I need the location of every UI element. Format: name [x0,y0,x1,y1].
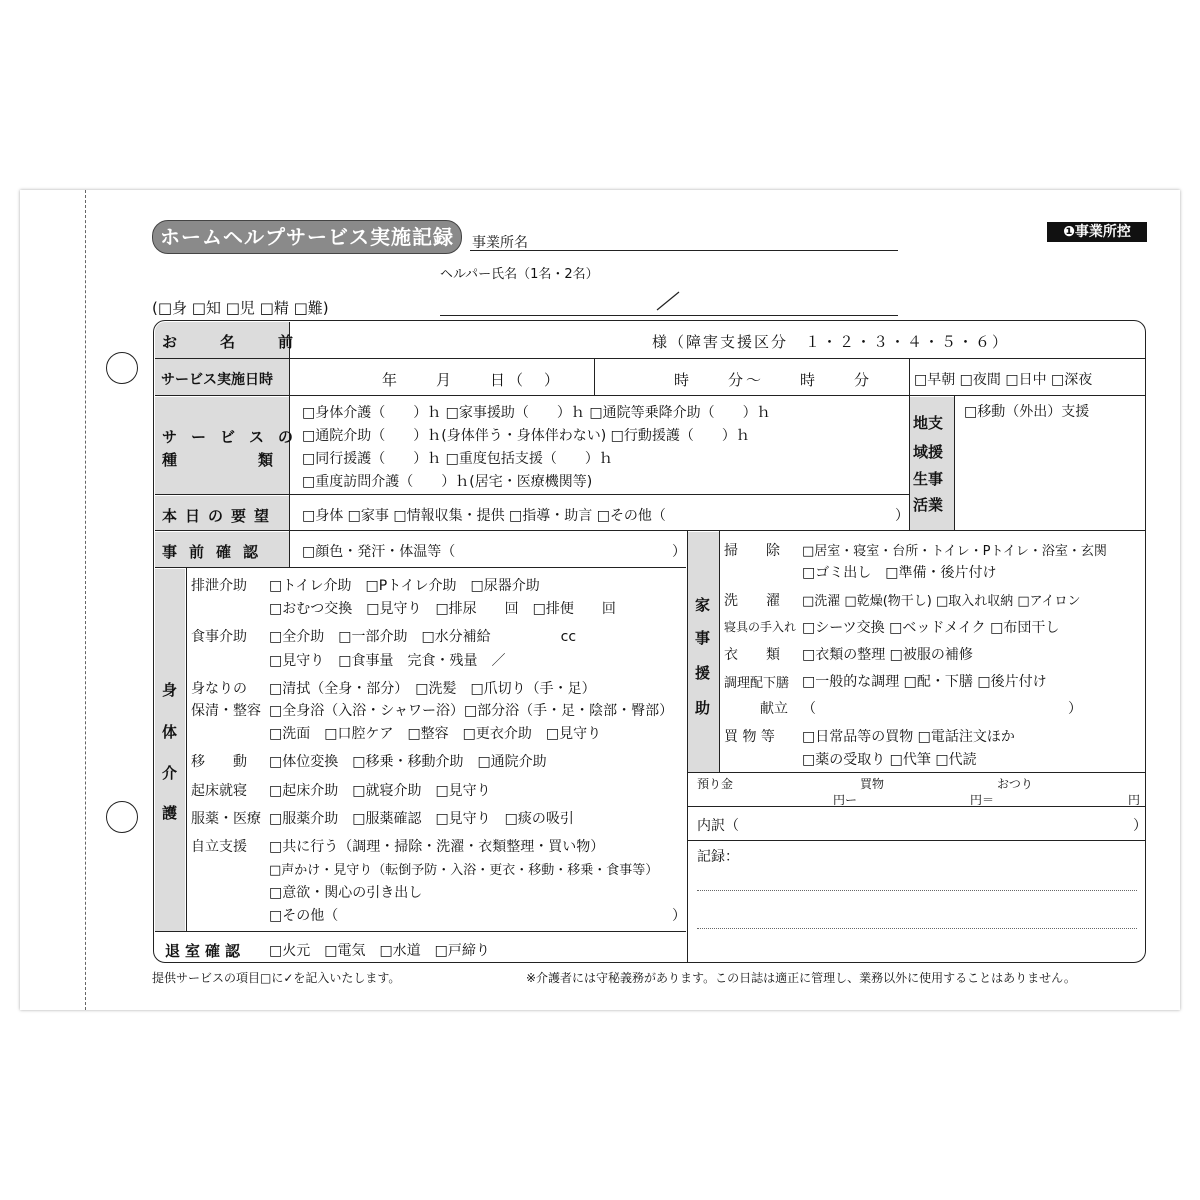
body-care-side-3: 介 [162,764,178,782]
date-field[interactable]: 年 月 日（ ） [382,371,563,389]
cooking-line-1[interactable]: □一般的な調理 □配・下膳 □後片付け [802,674,1047,690]
housework-side-4: 助 [695,699,711,717]
exit-check-checkboxes[interactable]: □火元 □電気 □水道 □戸締り [269,943,490,959]
service-type-label-2: 種 類 [162,451,283,469]
menu-label: 献立 [760,701,788,717]
shopping-line-2[interactable]: □薬の受取り □代筆 □代読 [802,752,977,768]
copy-badge: ❶事業所控 [1047,222,1147,242]
time-of-day-checkboxes[interactable]: □早朝 □夜間 □日中 □深夜 [914,372,1093,388]
helper-name-label: ヘルパー氏名（1名・2名） [440,267,599,282]
independence-label: 自立支援 [191,839,247,855]
service-type-label-1: サービスの [162,428,308,446]
request-label: 本日の要望 [162,507,278,525]
wake-sleep-line-1[interactable]: □起床介助 □就寝介助 □見守り [269,783,491,799]
helper-name-line[interactable] [440,315,898,316]
footer-note-right: ※介護者には守秘義務があります。この日誌は適正に管理し、業務以外に使用することはありません。 [526,971,1076,985]
shopping-line-1[interactable]: □日常品等の買物 □電話注文ほか [802,729,1015,745]
exit-check-label: 退室確認 [165,942,246,960]
transfer-label: 移 動 [191,754,247,770]
medication-label: 服薬・医療 [191,811,261,827]
chiiki-label-1: 地支 [913,414,944,432]
request-checkboxes[interactable]: □身体 □家事 □情報収集・提供 □指導・助言 □その他（ [302,508,666,524]
service-type-line-2[interactable]: □通院介助（ ）ｈ(身体伴う・身体伴わない) □行動援護（ ）ｈ [302,428,750,444]
date-label: サービス実施日時 [161,372,273,388]
medication-line-1[interactable]: □服薬介助 □服薬確認 □見守り □痰の吸引 [269,811,574,827]
category-checkboxes[interactable]: (□身 □知 □児 □精 □難) [152,299,329,317]
meal-line-1[interactable]: □全介助 □一部介助 □水分補給 cc [269,629,577,645]
independence-line-1[interactable]: □共に行う（調理・掃除・洗濯・衣類整理・買い物） [269,839,605,855]
yen-equals: 円＝ [970,793,995,807]
transfer-line-1[interactable]: □体位変換 □移乗・移動介助 □通院介助 [269,754,547,770]
service-type-line-1[interactable]: □身体介護（ ）ｈ □家事援助（ ）ｈ □通院等乗降介助（ ）ｈ [302,405,771,421]
mobility-support-checkbox[interactable]: □移動（外出）支援 [964,404,1090,420]
breakdown-close: ） [1133,818,1147,834]
precheck-close: ） [672,544,686,560]
breakdown-label[interactable]: 内訳（ [697,818,739,834]
shopping-label: 買 物 等 [724,729,775,745]
change-label: おつり [997,777,1033,791]
housework-side-2: 事 [695,629,711,647]
independence-line-3[interactable]: □意欲・関心の引き出し [269,885,423,901]
grooming-line-3[interactable]: □洗面 □口腔ケア □整容 □更衣介助 □見守り [269,726,602,742]
excretion-line-2[interactable]: □おむつ交換 □見守り □排尿 回 □排便 回 [269,601,616,617]
grooming-line-2[interactable]: □全身浴（入浴・シャワー浴）□部分浴（手・足・陰部・臀部） [269,703,674,719]
cooking-label: 調理配下膳 [724,676,790,691]
office-name-label: 事業所名 [472,235,528,251]
grooming-label-1: 身なりの [191,681,247,697]
precheck-checkbox[interactable]: □顔色・発汗・体温等（ [302,544,456,560]
binder-hole-top [106,352,138,384]
service-type-line-4[interactable]: □重度訪問介護（ ）ｈ(居宅・医療機関等) [302,474,593,490]
clothing-label: 衣 類 [724,647,780,663]
cleaning-label: 掃 除 [724,543,780,559]
office-name-line [470,250,898,251]
cleaning-line-1[interactable]: □居室・寝室・台所・トイレ・Pトイレ・浴室・玄関 [802,544,1107,559]
support-level[interactable]: 様（障害支援区分 １・２・３・４・５・６） [652,333,1010,351]
deposit-label: 預り金 [697,777,734,791]
body-care-side-1: 身 [162,681,178,699]
chiiki-label-3: 生事 [913,470,944,488]
excretion-line-1[interactable]: □トイレ介助 □Pトイレ介助 □尿器介助 [269,578,540,594]
binder-hole-bottom [106,801,138,833]
perforation-line [85,190,86,1010]
request-close: ） [895,508,909,524]
independence-close: ） [672,908,686,924]
purchase-label: 買物 [860,777,885,791]
cleaning-line-2[interactable]: □ゴミ出し □準備・後片付け [802,565,997,581]
grooming-line-1[interactable]: □清拭（全身・部分） □洗髪 □爪切り（手・足） [269,681,596,697]
bedding-line-1[interactable]: □シーツ交換 □ベッドメイク □布団干し [802,620,1060,636]
bedding-label: 寝具の手入れ [724,620,797,634]
meal-label: 食事介助 [191,629,247,645]
service-type-line-3[interactable]: □同行援護（ ）ｈ □重度包括支援（ ）ｈ [302,451,613,467]
housework-side-1: 家 [695,596,711,614]
helper-slash [655,290,681,312]
wake-sleep-label: 起床就寝 [191,783,247,799]
excretion-label: 排泄介助 [191,578,247,594]
independence-line-2[interactable]: □声かけ・見守り（転倒予防・入浴・更衣・移動・移乗・食事等） [269,863,659,878]
housework-side-3: 援 [695,664,711,682]
body-care-side-4: 護 [162,804,178,822]
yen-minus: 円ー [833,793,858,807]
laundry-label: 洗 濯 [724,593,780,609]
menu-field[interactable]: （ ） [802,701,1082,717]
form-title: ホームヘルプサービス実施記録 [152,220,462,254]
clothing-line-1[interactable]: □衣類の整理 □被服の補修 [802,647,973,663]
time-field[interactable]: 時 分〜 時 分 [674,371,873,389]
yen-result: 円 [1128,793,1141,807]
meal-line-2[interactable]: □見守り □食事量 完食・残量 ／ [269,653,506,669]
name-label: お 名 前 [162,333,308,351]
independence-line-4[interactable]: □その他（ [269,908,339,924]
precheck-label: 事前確認 [162,543,271,561]
chiiki-label-2: 域援 [913,443,944,461]
footer-note-left: 提供サービスの項目□に✓を記入いたします。 [152,971,401,985]
grooming-label-2: 保清・整容 [191,703,261,719]
body-care-side-2: 体 [162,723,178,741]
laundry-line-1[interactable]: □洗濯 □乾燥(物干し) □取入れ収納 □アイロン [802,594,1081,609]
chiiki-label-4: 活業 [913,496,944,514]
record-label[interactable]: 記録： [697,849,739,865]
